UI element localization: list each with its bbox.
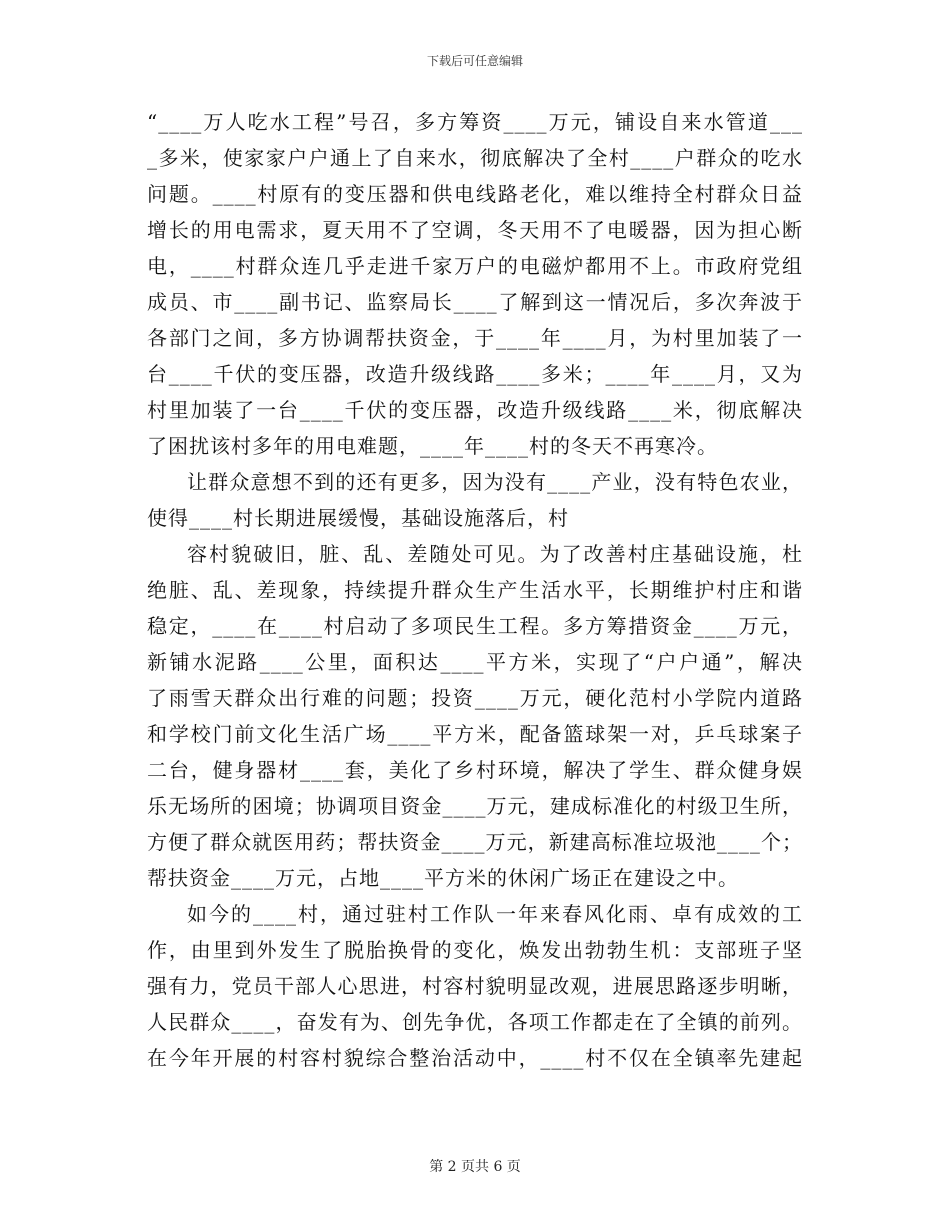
text-line: 在今年开展的村容村貌综合整治活动中，____村不仅在全镇率先建起 (147, 1046, 803, 1070)
text-line: 电，____村群众连几乎走进千家万户的电磁炉都用不上。市政府党组 (147, 254, 803, 278)
document-body (147, 104, 803, 1076)
text-line: _多米，使家家户户通上了自来水，彻底解决了全村____户群众的吃水 (147, 146, 803, 170)
text-line: “____万人吃水工程”号召，多方筹资____万元，铺设自来水管道___ (147, 110, 803, 134)
text-line: 绝脏、乱、差现象，持续提升群众生产生活水平，长期维护村庄和谐 (147, 578, 803, 602)
page-header-note: 下载后可任意编辑 (426, 54, 523, 68)
paragraph-start-line: 容村貌破旧，脏、乱、差随处可见。为了改善村庄基础设施，杜 (187, 542, 803, 566)
text-line: 帮扶资金____万元，占地____平方米的休闲广场正在建设之中。 (147, 866, 739, 890)
text-line: 问题。____村原有的变压器和供电线路老化，难以维持全村群众日益 (147, 182, 803, 206)
text-line: 强有力，党员干部人心思进，村容村貌明显改观，进展思路逐步明晰， (147, 974, 803, 998)
text-line: 使得____村长期进展缓慢，基础设施落后，村 (147, 506, 569, 530)
text-line: 作，由里到外发生了脱胎换骨的变化，焕发出勃勃生机：支部班子坚 (147, 938, 803, 962)
text-line: 二台，健身器材____套，美化了乡村环境，解决了学生、群众健身娱 (147, 758, 803, 782)
paragraph-start-line: 如今的____村，通过驻村工作队一年来春风化雨、卓有成效的工 (187, 902, 803, 926)
text-line: 各部门之间，多方协调帮扶资金，于____年____月，为村里加装了一 (147, 326, 803, 350)
text-line: 人民群众____，奋发有为、创先争优，各项工作都走在了全镇的前列。 (147, 1010, 803, 1034)
text-line: 台____千伏的变压器，改造升级线路____多米；____年____月，又为 (147, 362, 803, 386)
text-line: 方便了群众就医用药；帮扶资金____万元，新建高标准垃圾池____个； (147, 830, 803, 854)
page-number-footer: 第 2 页共 6 页 (429, 1159, 521, 1175)
text-line: 成员、市____副书记、监察局长____了解到这一情况后，多次奔波于 (147, 290, 803, 314)
text-line: 了雨雪天群众出行难的问题；投资____万元，硬化范村小学院内道路 (147, 686, 803, 710)
text-line: 村里加装了一台____千伏的变压器，改造升级线路____米，彻底解决 (147, 398, 803, 422)
paragraph-start-line: 让群众意想不到的还有更多，因为没有____产业，没有特色农业， (187, 470, 803, 494)
text-line: 和学校门前文化生活广场____平方米，配备篮球架一对，乒乓球案子 (147, 722, 803, 746)
text-line: 稳定，____在____村启动了多项民生工程。多方筹措资金____万元， (147, 614, 803, 638)
text-line: 新铺水泥路____公里，面积达____平方米，实现了“户户通”，解决 (147, 650, 803, 674)
text-line: 乐无场所的困境；协调项目资金____万元，建成标准化的村级卫生所， (147, 794, 803, 818)
text-line: 了困扰该村多年的用电难题，____年____村的冬天不再寒冷。 (147, 434, 718, 458)
text-line: 增长的用电需求，夏天用不了空调，冬天用不了电暖器，因为担心断 (147, 218, 803, 242)
